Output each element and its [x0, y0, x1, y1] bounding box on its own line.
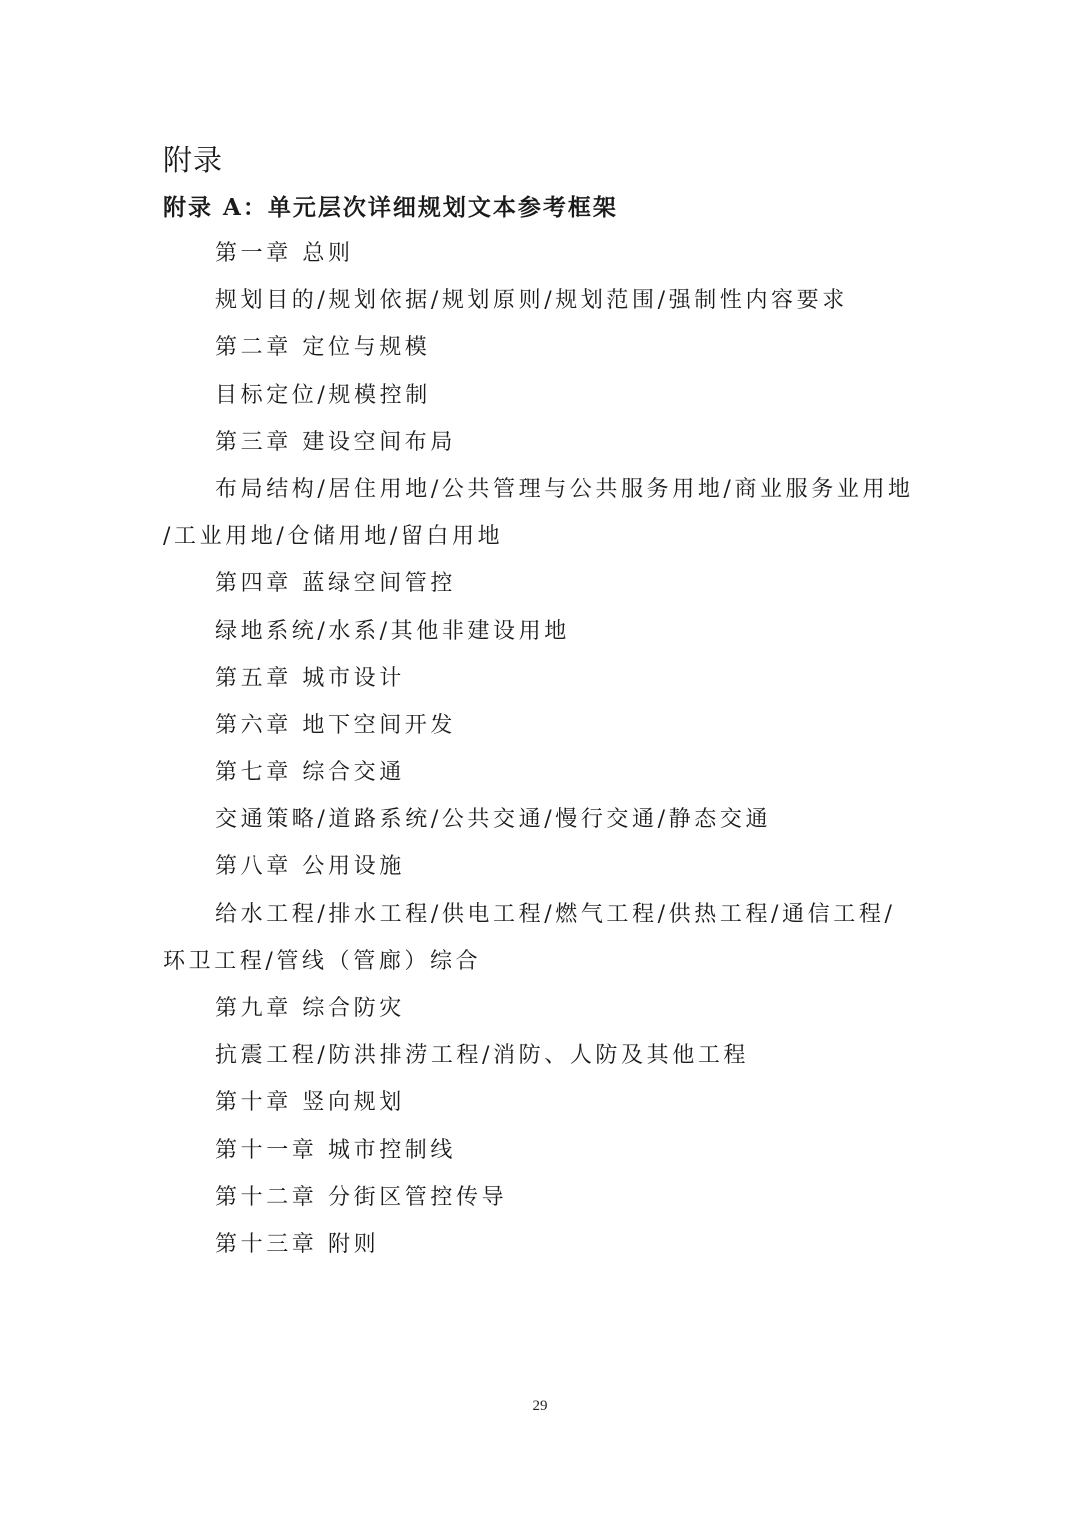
outline-line: 第十章 竖向规划 — [215, 1090, 405, 1116]
outline-line: 交通策略/道路系统/公共交通/慢行交通/静态交通 — [215, 807, 772, 833]
outline-line: 规划目的/规划依据/规划原则/规划范围/强制性内容要求 — [215, 288, 848, 314]
outline-line: 第九章 综合防灾 — [215, 996, 405, 1021]
outline-line: 第三章 建设空间布局 — [215, 429, 456, 455]
outline-line: 第六章 地下空间开发 — [215, 712, 456, 738]
outline-line: 抗震工程/防洪排涝工程/消防、人防及其他工程 — [215, 1043, 750, 1069]
outline-line: 第二章 定位与规模 — [215, 335, 431, 361]
outline-line: 第五章 城市设计 — [215, 665, 405, 691]
chapter-outline — [163, 230, 923, 1268]
outline-line: 第一章 总则 — [215, 241, 354, 266]
appendix-subtitle: 附录 A：单元层次详细规划文本参考框架 — [163, 194, 618, 221]
outline-line: 布局结构/居住用地/公共管理与公共服务用地/商业服务业用地 — [215, 476, 914, 502]
outline-line: 环卫工程/管线（管廊）综合 — [163, 948, 482, 974]
outline-line: 第八章 公用设施 — [215, 854, 405, 880]
outline-line: 第十二章 分街区管控传导 — [215, 1184, 508, 1210]
outline-line: 第十一章 城市控制线 — [215, 1137, 456, 1163]
page-number: 29 — [532, 1398, 548, 1414]
outline-line: /工业用地/仓储用地/留白用地 — [163, 524, 504, 550]
outline-line: 第十三章 附则 — [215, 1231, 380, 1257]
outline-line: 第七章 综合交通 — [215, 760, 405, 786]
outline-line: 第四章 蓝绿空间管控 — [215, 571, 456, 597]
page-title: 附录 — [163, 143, 224, 177]
outline-line: 绿地系统/水系/其他非建设用地 — [215, 618, 570, 644]
outline-line: 给水工程/排水工程/供电工程/燃气工程/供热工程/通信工程/ — [215, 901, 896, 927]
outline-line: 目标定位/规模控制 — [215, 382, 431, 408]
